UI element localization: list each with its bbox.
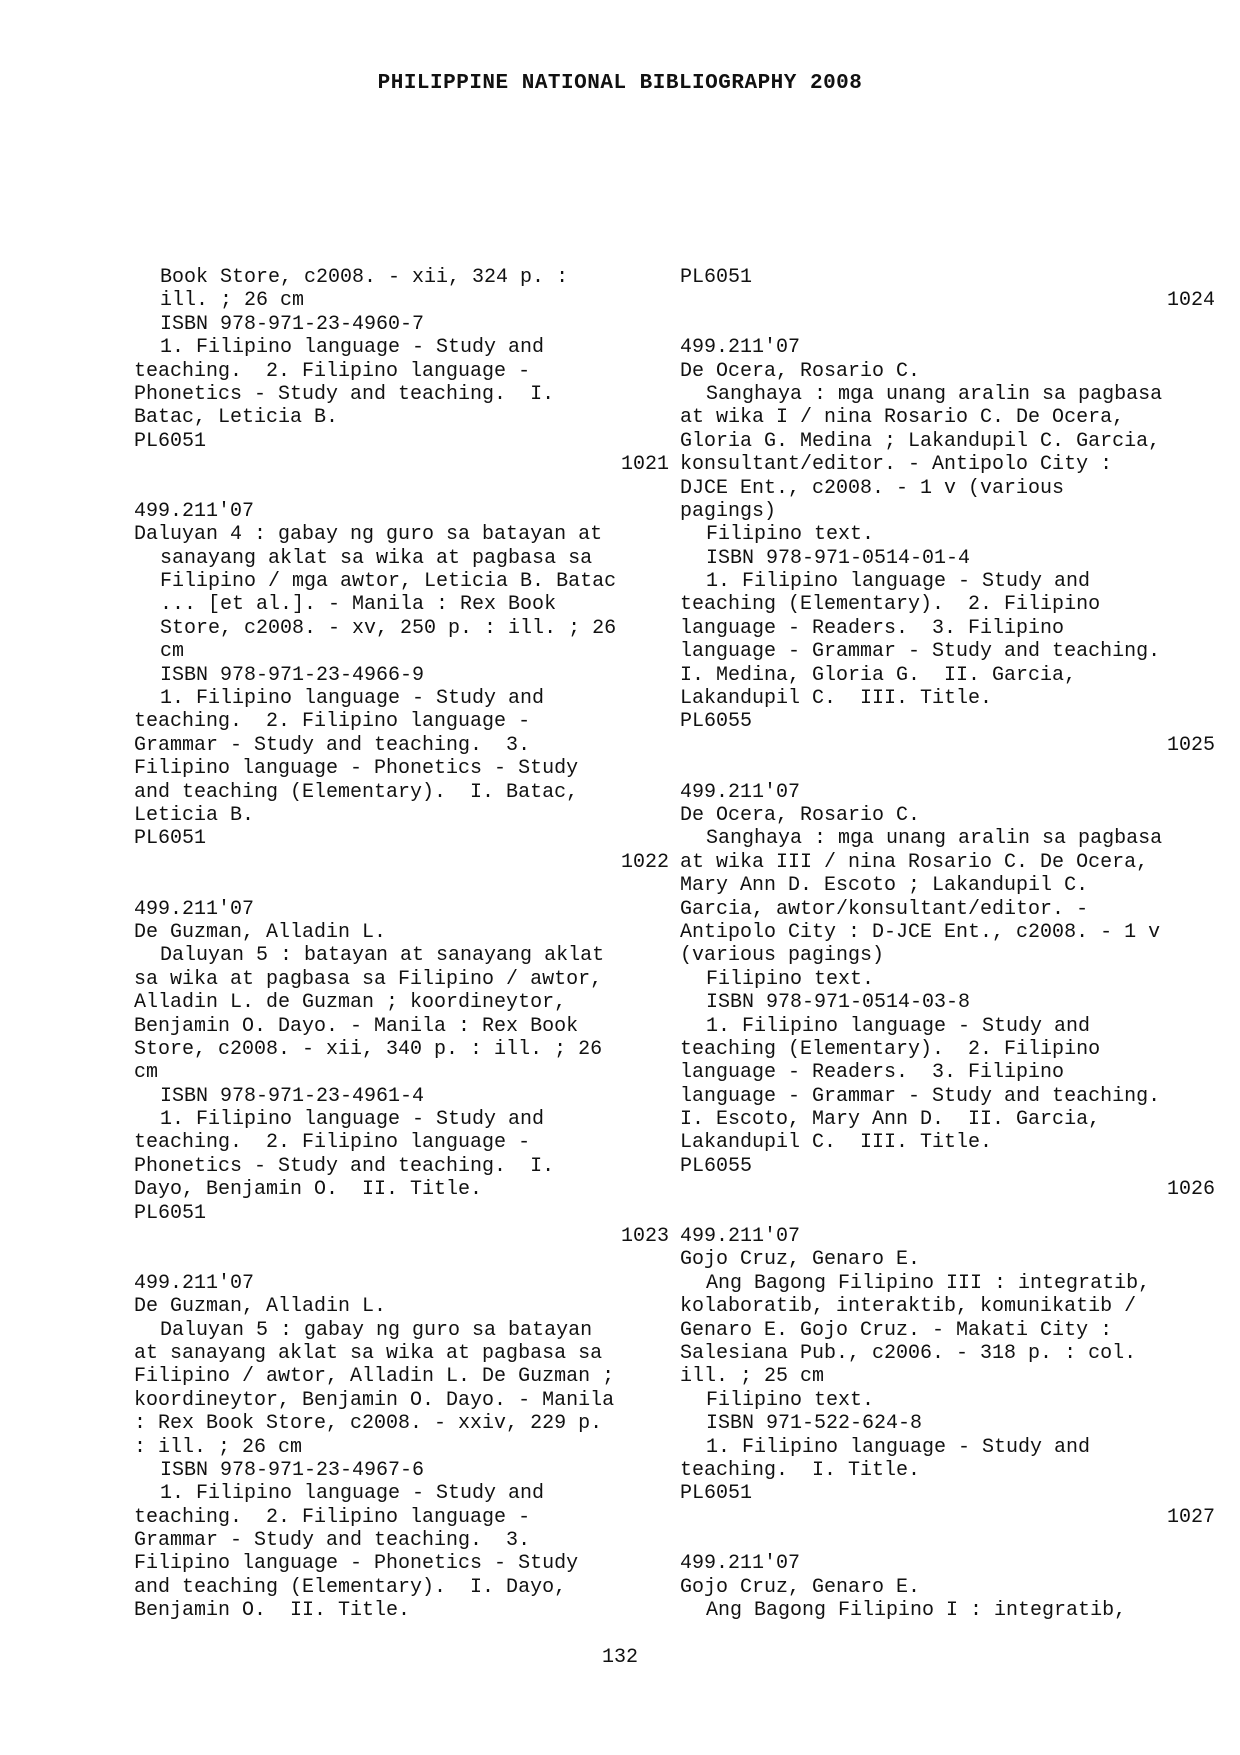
- entry-line: 1. Filipino language - Study and: [160, 336, 545, 360]
- entry-line: PL6055: [680, 710, 753, 734]
- entry-line: (various pagings): [680, 944, 885, 968]
- entry-line: Salesiana Pub., c2006. - 318 p. : col.: [680, 1341, 1137, 1365]
- entry-line: 1. Filipino language - Study and: [160, 1108, 545, 1132]
- entry-line: Batac, Leticia B.: [134, 406, 339, 430]
- entry-line: language - Readers. 3. Filipino: [680, 616, 1065, 640]
- entry-line: PL6051: [134, 1201, 207, 1225]
- entry-line: at wika I / nina Rosario C. De Ocera,: [680, 406, 1125, 430]
- entry-line: ISBN 978-971-23-4967-6: [160, 1458, 425, 1482]
- entry-line: Lakandupil C. III. Title.: [680, 1131, 993, 1155]
- entry-spacer: [680, 1202, 1215, 1225]
- entry-line: Grammar - Study and teaching. 3.: [134, 733, 531, 757]
- entry-line: Garcia, awtor/konsultant/editor. -: [680, 897, 1089, 921]
- entry-line: 1. Filipino language - Study and: [706, 1435, 1091, 1459]
- entry-line: 499.211'07: [134, 897, 255, 921]
- entry-line: ISBN 971-522-624-8: [706, 1412, 923, 1436]
- entry-line: De Ocera, Rosario C.: [680, 803, 921, 827]
- entry-line: ... [et al.]. - Manila : Rex Book: [160, 593, 557, 617]
- entry-line: PL6055: [680, 1154, 753, 1178]
- entry-line: teaching. 2. Filipino language -: [134, 710, 531, 734]
- entry-line: Grammar - Study and teaching. 3.: [134, 1529, 531, 1553]
- entry-line: Dayo, Benjamin O. II. Title.: [134, 1178, 483, 1202]
- entry-line: Ang Bagong Filipino III : integratib,: [706, 1271, 1151, 1295]
- entry-line: I. Escoto, Mary Ann D. II. Garcia,: [680, 1108, 1101, 1132]
- entry-line: Benjamin O. Dayo. - Manila : Rex Book: [134, 1014, 579, 1038]
- entry-line: Filipino language - Phonetics - Study: [134, 1552, 579, 1576]
- entry-line: I. Medina, Gloria G. II. Garcia,: [680, 663, 1077, 687]
- entry-number: 1025: [1166, 733, 1215, 757]
- entry-spacer: [680, 313, 1215, 336]
- entry-line: PL6051: [680, 266, 753, 289]
- entry-line: teaching. 2. Filipino language -: [134, 1505, 531, 1529]
- entry-line: at wika III / nina Rosario C. De Ocera,: [680, 850, 1149, 874]
- entry-line: teaching. 2. Filipino language -: [134, 359, 531, 383]
- entry-line: Mary Ann D. Escoto ; Lakandupil C.: [680, 874, 1089, 898]
- entry-line: cm: [160, 640, 185, 664]
- entry-line: Filipino / awtor, Alladin L. De Guzman ;: [134, 1365, 615, 1389]
- entry-line: De Guzman, Alladin L.: [134, 1295, 387, 1319]
- entry-spacer: [134, 1248, 669, 1271]
- entry-line: koordineytor, Benjamin O. Dayo. - Manila: [134, 1388, 615, 1412]
- entry-line: teaching. 2. Filipino language -: [134, 1131, 531, 1155]
- entry-line: 1. Filipino language - Study and: [160, 687, 545, 711]
- entry-line: 499.211'07: [134, 1271, 255, 1295]
- entry-line: ISBN 978-971-23-4960-7: [160, 312, 425, 336]
- right-column: [680, 266, 1215, 1623]
- entry-line: Gloria G. Medina ; Lakandupil C. Garcia,: [680, 429, 1161, 453]
- entry-line: teaching (Elementary). 2. Filipino: [680, 593, 1101, 617]
- entry-line: and teaching (Elementary). I. Dayo,: [134, 1575, 567, 1599]
- entry-line: Ang Bagong Filipino I : integratib,: [706, 1599, 1127, 1623]
- entry-line: Filipino text.: [706, 967, 875, 991]
- entry-line: language - Readers. 3. Filipino: [680, 1061, 1065, 1085]
- entry-line: 499.211'07: [680, 1225, 801, 1249]
- entry-line: De Guzman, Alladin L.: [134, 920, 387, 944]
- entry-line: Genaro E. Gojo Cruz. - Makati City :: [680, 1318, 1113, 1342]
- entry-line: Daluyan 4 : gabay ng guro sa batayan at: [134, 523, 603, 547]
- entry-line: Sanghaya : mga unang aralin sa pagbasa: [706, 827, 1163, 851]
- entry-line: sanayang aklat sa wika at pagbasa sa: [160, 546, 593, 570]
- left-column: [134, 266, 669, 1623]
- entry-line: 499.211'07: [680, 780, 801, 804]
- entry-number: 1021: [620, 453, 669, 477]
- page-number: 132: [601, 1646, 638, 1669]
- entry-line: Alladin L. de Guzman ; koordineytor,: [134, 991, 567, 1015]
- entry-line: 499.211'07: [680, 336, 801, 360]
- entry-line: teaching (Elementary). 2. Filipino: [680, 1037, 1101, 1061]
- entry-line: ill. ; 25 cm: [680, 1365, 825, 1389]
- entry-line: Daluyan 5 : gabay ng guro sa batayan: [160, 1318, 593, 1342]
- entry-line: DJCE Ent., c2008. - 1 v (various: [680, 476, 1065, 500]
- entry-line: ISBN 978-971-23-4966-9: [160, 663, 425, 687]
- entry-line: ill. ; 26 cm: [160, 289, 305, 313]
- entry-line: kolaboratib, interaktib, komunikatib /: [680, 1295, 1137, 1319]
- entry-number: 1026: [1166, 1178, 1215, 1202]
- entry-line: Filipino text.: [706, 523, 875, 547]
- entry-line: language - Grammar - Study and teaching.: [680, 640, 1161, 664]
- entry-line: 499.211'07: [680, 1552, 801, 1576]
- entry-line: at sanayang aklat sa wika at pagbasa sa: [134, 1341, 603, 1365]
- entry-line: teaching. I. Title.: [680, 1458, 921, 1482]
- entry-line: Book Store, c2008. - xii, 324 p. :: [160, 266, 569, 289]
- entry-line: ISBN 978-971-23-4961-4: [160, 1084, 425, 1108]
- entry-line: 499.211'07: [134, 499, 255, 523]
- entry-line: Filipino text.: [706, 1388, 875, 1412]
- entry-line: Phonetics - Study and teaching. I.: [134, 382, 555, 406]
- entry-line: pagings): [680, 499, 777, 523]
- entry-line: Store, c2008. - xv, 250 p. : ill. ; 26: [160, 616, 617, 640]
- entry-line: konsultant/editor. - Antipolo City :: [680, 453, 1113, 477]
- entry-spacer: [680, 757, 1215, 780]
- entry-line: ISBN 978-971-0514-01-4: [706, 546, 971, 570]
- entry-line: PL6051: [134, 827, 207, 851]
- entry-line: language - Grammar - Study and teaching.: [680, 1084, 1161, 1108]
- entry-line: Phonetics - Study and teaching. I.: [134, 1154, 555, 1178]
- page-header-title: PHILIPPINE NATIONAL BIBLIOGRAPHY 2008: [377, 72, 863, 95]
- entry-line: sa wika at pagbasa sa Filipino / awtor,: [134, 967, 603, 991]
- entry-spacer: [680, 1529, 1215, 1552]
- entry-line: Filipino / mga awtor, Leticia B. Batac: [160, 570, 617, 594]
- entry-line: Gojo Cruz, Genaro E.: [680, 1575, 921, 1599]
- entry-line: PL6051: [134, 429, 207, 453]
- entry-number: 1023: [620, 1225, 669, 1249]
- entry-line: PL6051: [680, 1482, 753, 1506]
- entry-number: 1024: [1166, 289, 1215, 313]
- entry-line: Daluyan 5 : batayan at sanayang aklat: [160, 944, 605, 968]
- entry-line: : Rex Book Store, c2008. - xxiv, 229 p.: [134, 1412, 603, 1436]
- entry-spacer: [134, 874, 669, 897]
- entry-line: Leticia B.: [134, 803, 255, 827]
- entry-line: Lakandupil C. III. Title.: [680, 687, 993, 711]
- entry-line: Store, c2008. - xii, 340 p. : ill. ; 26: [134, 1037, 603, 1061]
- entry-line: Antipolo City : D-JCE Ent., c2008. - 1 v: [680, 920, 1161, 944]
- entry-line: 1. Filipino language - Study and: [706, 570, 1091, 594]
- entry-number: 1022: [620, 850, 669, 874]
- entry-line: Gojo Cruz, Genaro E.: [680, 1248, 921, 1272]
- entry-number: 1027: [1166, 1505, 1215, 1529]
- entry-line: ISBN 978-971-0514-03-8: [706, 991, 971, 1015]
- entry-line: : ill. ; 26 cm: [134, 1435, 303, 1459]
- entry-line: 1. Filipino language - Study and: [706, 1014, 1091, 1038]
- entry-spacer: [134, 477, 669, 500]
- entry-line: cm: [134, 1061, 159, 1085]
- entry-line: 1. Filipino language - Study and: [160, 1482, 545, 1506]
- entry-line: De Ocera, Rosario C.: [680, 359, 921, 383]
- entry-line: Filipino language - Phonetics - Study: [134, 757, 579, 781]
- entry-line: Sanghaya : mga unang aralin sa pagbasa: [706, 382, 1163, 406]
- entry-line: and teaching (Elementary). I. Batac,: [134, 780, 579, 804]
- entry-line: Benjamin O. II. Title.: [134, 1599, 411, 1623]
